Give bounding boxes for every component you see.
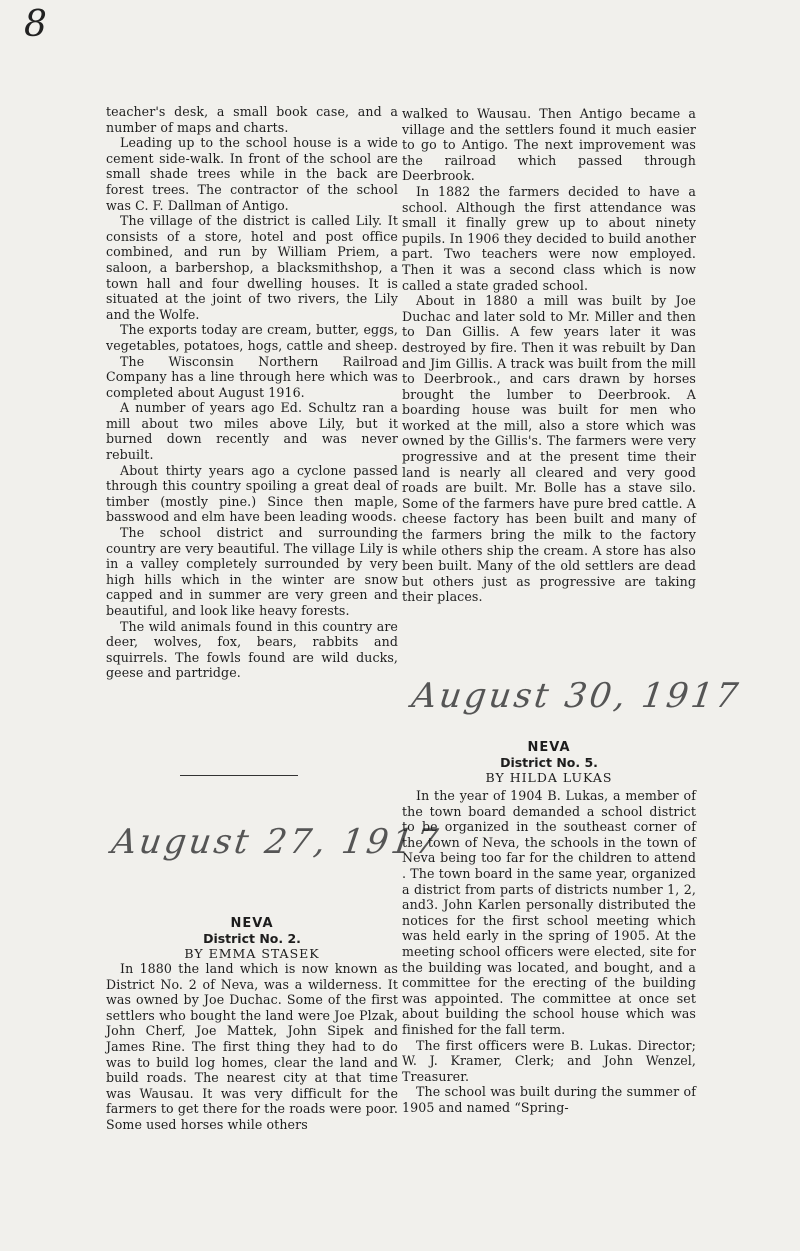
left-column-top — [106, 104, 398, 681]
paragraph: The school district and surrounding country are very beautiful. The village Lily is in a valley completely surrounded by very high hills which in the winter are snow capped and in summer are very green and beautiful, and look like heavy forests. — [106, 525, 398, 618]
article-header-district-5 — [402, 740, 696, 785]
paragraph: In the year of 1904 B. Lukas, a member of the town board demanded a school district to be organized in the southeast corner of the town of Neva, the schools in the town of Neva being too far for the children to attend . The town board in the same year, organized a district from parts of districts number 1, 2, and3. John Karlen personally distributed the notices for the first school meeting which was held early in the spring of 1905. At the meeting school officers were elected, site for the building was located, and bought, and a committee for the erecting of the building was appointed. The committee at once set about building the school house which was finished for the fall term. — [402, 788, 696, 1037]
article-byline: BY EMMA STASEK — [184, 946, 320, 961]
article-body-district-2 — [106, 961, 398, 1133]
divider-rule — [180, 775, 298, 776]
page-number: 8 — [24, 4, 47, 45]
paragraph: In 1882 the farmers decided to have a school. Although the first attendance was small it finally grew up to about ninety pupils. In 1906 they decided to build another part. Two teachers were now employed. Then it was a second class which is now called a state graded school. — [402, 183, 696, 293]
paragraph: The first officers were B. Lukas. Director; W. J. Kramer, Clerk; and John Wenzel, Treasurer. — [402, 1037, 696, 1084]
paragraph: walked to Wausau. Then Antigo became a village and the settlers found it much easier to go to Antigo. The next improvement was the railroad which passed through Deerbrook. — [402, 106, 696, 184]
handwritten-date-right: August 30, 1917 — [409, 676, 744, 716]
article-district: District No. 2. — [203, 931, 301, 946]
paragraph: The wild animals found in this country are deer, wolves, fox, bears, rabbits and squirrels. The fowls found are wild ducks, geese and partridge. — [106, 618, 398, 681]
article-title: NEVA — [527, 740, 571, 755]
paragraph: The school was built during the summer of 1905 and named “Spring- — [402, 1084, 696, 1115]
article-body-district-5 — [402, 788, 696, 1115]
paragraph: Leading up to the school house is a wide cement side-walk. In front of the school are small shade trees while in the back are forest trees. The contractor of the school was C. F. Dallman of Antigo. — [106, 135, 398, 213]
paragraph: The Wisconsin Northern Railroad Company has a line through here which was completed about August 1916. — [106, 353, 398, 400]
article-district: District No. 5. — [500, 755, 598, 770]
article-title: NEVA — [230, 916, 274, 931]
paragraph: teacher's desk, a small book case, and a number of maps and charts. — [106, 104, 398, 135]
paragraph: The village of the district is called Lily. It consists of a store, hotel and post office combined, and run by William Priem, a saloon, a barbershop, a blacksmithshop, a town hall and four dwelling houses. It is situated at the joint of two rivers, the Lily and the Wolfe. — [106, 213, 398, 322]
paragraph: In 1880 the land which is now known as District No. 2 of Neva, was a wilderness. It was owned by Joe Duchac. Some of the first settlers who bought the land were Joe Plzak, John Cherf, Joe Mattek, John Sipek and James Rine. The first thing they had to do was to build log homes, clear the land and build roads. The nearest city at that time was Wausau. It was very difficult for the farmers to get there for the roads were poor. Some used horses while others — [106, 961, 399, 1132]
right-column-top — [402, 106, 696, 605]
handwritten-date-left: August 27, 1917 — [109, 822, 444, 862]
article-header-district-2 — [106, 916, 398, 961]
paragraph: A number of years ago Ed. Schultz ran a mill about two miles above Lily, but it burned down recently and was never rebuilt. — [106, 400, 398, 463]
paragraph: The exports today are cream, butter, eggs, vegetables, potatoes, hogs, cattle and sheep. — [106, 322, 398, 353]
paragraph: About thirty years ago a cyclone passed through this country spoiling a great deal of timber (mostly pine.) Since then maple, basswood and elm have been leading woods. — [106, 462, 398, 525]
article-byline: BY HILDA LUKAS — [485, 770, 613, 785]
paragraph: About in 1880 a mill was built by Joe Duchac and later sold to Mr. Miller and then to Dan Gillis. A few years later it was destroyed by fire. Then it was rebuilt by Dan and Jim Gillis. A track was built from the mill to Deerbrook., and cars drawn by horses brought the lumber to Deerbrook. A boarding house was built for men who worked at the mill, also a store which was owned by the Gillis's. The farmers were very progressive and at the present time their land is nearly all cleared and very good roads are built. Mr. Bolle has a stave silo. Some of the farmers have pure bred cattle. A cheese factory has been built and many of the farmers bring the milk to the factory while others ship the cream. A store has also been built. Many of the old settlers are dead but others just as progressive are taking their places. — [402, 293, 696, 605]
